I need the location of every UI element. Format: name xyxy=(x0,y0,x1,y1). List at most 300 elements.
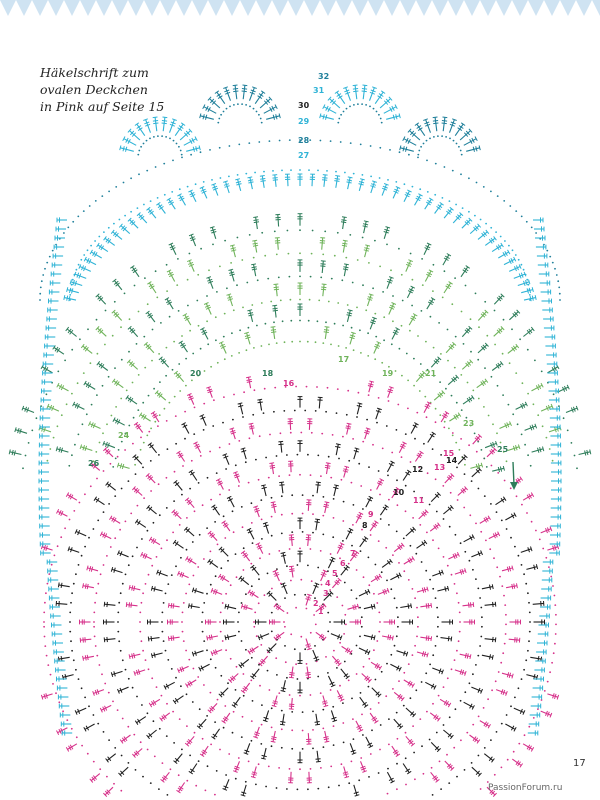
stitch-symbol xyxy=(541,527,552,533)
chain-dot xyxy=(300,636,302,638)
chain-dot xyxy=(342,325,344,327)
chain-dot xyxy=(527,393,529,395)
stitch-symbol xyxy=(113,418,125,426)
stitch-symbol xyxy=(146,473,155,483)
chain-dot xyxy=(290,633,292,635)
chain-dot xyxy=(118,602,120,604)
chain-dot xyxy=(429,664,431,666)
chain-dot xyxy=(529,294,531,296)
stitch-symbol xyxy=(164,682,175,689)
chain-dot xyxy=(164,408,166,410)
stitch-symbol xyxy=(547,361,557,366)
chain-dot xyxy=(130,211,132,213)
stitch-symbol xyxy=(545,343,555,348)
chain-dot xyxy=(161,548,163,550)
chain-dot xyxy=(447,360,449,362)
chain-dot xyxy=(184,438,186,440)
stitch-symbol xyxy=(437,586,448,592)
chain-dot xyxy=(138,150,140,152)
chain-dot xyxy=(79,338,81,340)
chain-dot xyxy=(378,772,380,774)
chain-dot xyxy=(167,583,169,585)
chain-dot xyxy=(399,151,401,153)
chain-dot xyxy=(191,460,193,462)
chain-dot xyxy=(253,108,255,110)
chain-dot xyxy=(294,594,296,596)
stitch-symbol xyxy=(313,583,319,594)
stitch-symbol xyxy=(306,639,312,650)
stitch-symbol xyxy=(376,408,382,419)
chain-dot xyxy=(463,343,465,345)
stitch-symbol xyxy=(57,509,68,516)
chain-dot xyxy=(241,640,243,642)
chain-dot xyxy=(370,534,372,536)
chain-dot xyxy=(169,138,171,140)
stitch-symbol xyxy=(551,505,561,510)
chain-dot xyxy=(127,480,129,482)
chain-dot xyxy=(368,557,370,559)
chain-dot xyxy=(167,794,169,796)
chain-dot xyxy=(297,678,299,680)
chain-dot xyxy=(576,467,578,469)
chain-dot xyxy=(449,138,451,140)
chain-dot xyxy=(448,782,450,784)
chain-dot xyxy=(483,458,485,460)
chain-dot xyxy=(386,425,388,427)
chain-dot xyxy=(232,732,234,734)
chain-dot xyxy=(518,743,520,745)
chain-dot xyxy=(496,731,498,733)
stitch-symbol xyxy=(523,493,534,501)
chain-dot xyxy=(260,644,262,646)
stitch-symbol xyxy=(289,698,294,709)
row-number-label: 9 xyxy=(368,510,374,519)
stitch-symbol xyxy=(172,510,182,519)
chain-dot xyxy=(291,748,293,750)
chain-dot xyxy=(302,494,304,496)
chain-dot xyxy=(223,111,225,113)
chain-dot xyxy=(343,633,345,635)
chain-dot xyxy=(356,598,358,600)
chain-dot xyxy=(334,255,336,257)
chain-dot xyxy=(176,143,178,145)
chain-dot xyxy=(88,537,90,539)
chain-dot xyxy=(187,279,189,281)
stitch-symbol xyxy=(117,463,129,469)
stitch-symbol xyxy=(547,370,557,375)
stitch-symbol xyxy=(359,648,370,655)
chain-dot xyxy=(506,528,508,530)
chain-dot xyxy=(330,140,332,142)
chain-dot xyxy=(317,455,319,457)
chain-dot xyxy=(526,279,528,281)
stitch-symbol xyxy=(289,566,295,577)
stitch-symbol xyxy=(239,659,249,668)
chain-dot xyxy=(122,659,124,661)
chain-dot xyxy=(284,341,286,343)
stitch-symbol xyxy=(307,419,312,430)
chain-dot xyxy=(103,564,105,566)
chain-dot xyxy=(214,721,216,723)
chain-dot xyxy=(202,504,204,506)
chain-dot xyxy=(52,683,54,685)
chain-dot xyxy=(526,221,528,223)
chain-dot xyxy=(423,773,425,775)
chain-dot xyxy=(429,138,431,140)
chain-dot xyxy=(69,294,71,296)
chain-dot xyxy=(83,372,85,374)
stitch-symbol xyxy=(222,521,230,531)
chain-dot xyxy=(157,425,159,427)
stitch-symbol xyxy=(415,194,423,206)
stitch-symbol xyxy=(57,383,69,391)
chain-dot xyxy=(245,593,247,595)
chain-dot xyxy=(516,495,518,497)
stitch-symbol xyxy=(538,631,548,636)
chain-dot xyxy=(156,686,158,688)
chain-dot xyxy=(481,626,483,628)
chain-dot xyxy=(304,594,306,596)
chain-dot xyxy=(57,425,59,427)
row-number-label: 13 xyxy=(434,463,446,472)
chain-dot xyxy=(369,106,371,108)
chain-dot xyxy=(47,664,49,666)
chain-dot xyxy=(264,594,266,596)
chain-dot xyxy=(157,135,159,137)
stitch-symbol xyxy=(151,411,159,422)
chain-dot xyxy=(76,269,78,271)
chain-dot xyxy=(99,768,101,770)
stitch-symbol xyxy=(482,654,493,659)
chain-dot xyxy=(96,592,98,594)
chain-dot xyxy=(248,142,250,144)
chain-dot xyxy=(402,300,404,302)
chain-dot xyxy=(281,495,283,497)
chain-dot xyxy=(125,574,127,576)
chain-dot xyxy=(199,708,201,710)
chain-dot xyxy=(145,659,147,661)
chain-dot xyxy=(291,531,293,533)
chain-dot xyxy=(211,179,213,181)
stitch-symbol xyxy=(119,224,130,234)
chain-dot xyxy=(267,573,269,575)
stitch-symbol xyxy=(241,785,247,796)
chain-dot xyxy=(134,285,136,287)
chain-dot xyxy=(101,195,103,197)
chain-dot xyxy=(490,191,492,193)
chain-dot xyxy=(237,174,239,176)
chain-dot xyxy=(291,494,293,496)
stitch-symbol xyxy=(40,415,50,420)
chain-dot xyxy=(372,444,374,446)
chain-dot xyxy=(143,336,145,338)
row-number-label: 16 xyxy=(283,379,295,388)
chain-dot xyxy=(174,396,176,398)
chain-dot xyxy=(212,244,214,246)
chain-dot xyxy=(253,626,255,628)
chain-dot xyxy=(351,698,353,700)
watermark: PassionForum.ru xyxy=(488,783,563,793)
chain-dot xyxy=(285,661,287,663)
chain-dot xyxy=(500,236,502,238)
chain-dot xyxy=(158,788,160,790)
chain-dot xyxy=(407,380,409,382)
chain-dot xyxy=(256,111,258,113)
stitch-symbol xyxy=(382,559,392,567)
chain-dot xyxy=(406,353,408,355)
chain-dot xyxy=(209,149,211,151)
chain-dot xyxy=(258,479,260,481)
stitch-symbol xyxy=(384,105,398,114)
stitch-symbol xyxy=(96,326,107,336)
stitch-symbol xyxy=(297,397,302,408)
chain-dot xyxy=(233,531,235,533)
chain-dot xyxy=(506,714,508,716)
stitch-symbol xyxy=(49,298,59,303)
chain-dot xyxy=(374,313,376,315)
chain-dot xyxy=(210,658,212,660)
chain-dot xyxy=(417,616,419,618)
stitch-symbol xyxy=(281,680,287,691)
chain-dot xyxy=(82,423,84,425)
stitch-symbol xyxy=(60,712,70,717)
chain-dot xyxy=(325,321,327,323)
chain-dot xyxy=(551,662,553,664)
chain-dot xyxy=(185,593,187,595)
chain-dot xyxy=(103,731,105,733)
stitch-symbol xyxy=(200,415,207,426)
chain-dot xyxy=(175,443,177,445)
chain-dot xyxy=(241,103,243,105)
chain-dot xyxy=(90,362,92,364)
chain-dot xyxy=(460,542,462,544)
chain-dot xyxy=(297,789,299,791)
stitch-symbol xyxy=(542,307,552,312)
stitch-symbol xyxy=(147,730,157,739)
chain-dot xyxy=(494,774,496,776)
chain-dot xyxy=(246,349,248,351)
stitch-symbol xyxy=(184,527,194,536)
chain-dot xyxy=(353,504,355,506)
stitch-symbol xyxy=(316,482,321,493)
chain-dot xyxy=(438,322,440,324)
stitch-symbol xyxy=(382,635,393,641)
stitch-symbol xyxy=(387,461,394,472)
chain-dot xyxy=(381,571,383,573)
chain-dot xyxy=(391,452,393,454)
stitch-symbol xyxy=(322,175,328,187)
chain-dot xyxy=(231,332,233,334)
chain-dot xyxy=(386,663,388,665)
chain-dot xyxy=(259,435,261,437)
chain-dot xyxy=(192,701,194,703)
chain-dot xyxy=(44,268,46,270)
chain-dot xyxy=(458,640,460,642)
stitch-symbol xyxy=(530,712,540,717)
chain-dot xyxy=(395,181,397,183)
chain-dot xyxy=(307,454,309,456)
chain-dot xyxy=(477,655,479,657)
chain-dot xyxy=(358,392,360,394)
chain-dot xyxy=(129,318,131,320)
chain-dot xyxy=(132,687,134,689)
chain-dot xyxy=(437,626,439,628)
chain-dot xyxy=(185,358,187,360)
chain-dot xyxy=(460,150,462,152)
chain-dot xyxy=(332,536,334,538)
chain-dot xyxy=(515,254,517,256)
chain-dot xyxy=(413,385,415,387)
chain-dot xyxy=(170,768,172,770)
chain-dot xyxy=(138,173,140,175)
stitch-symbol xyxy=(470,224,481,234)
stitch-symbol xyxy=(147,282,156,293)
chain-dot xyxy=(142,776,144,778)
chain-dot xyxy=(501,585,503,587)
stitch-symbol xyxy=(251,264,257,276)
chain-dot xyxy=(490,739,492,741)
stitch-symbol xyxy=(514,708,525,715)
chain-dot xyxy=(242,526,244,528)
chain-dot xyxy=(539,539,541,541)
chain-dot xyxy=(118,640,120,642)
stitch-symbol xyxy=(533,685,543,690)
chain-dot xyxy=(321,584,323,586)
chain-dot xyxy=(28,442,30,444)
stitch-symbol xyxy=(533,217,543,222)
chain-dot xyxy=(114,747,116,749)
chain-dot xyxy=(117,621,119,623)
chain-dot xyxy=(373,108,375,110)
chain-dot xyxy=(222,422,224,424)
chain-dot xyxy=(104,683,106,685)
chain-dot xyxy=(397,504,399,506)
stitch-symbol xyxy=(49,586,59,591)
chain-dot xyxy=(349,234,351,236)
chain-dot xyxy=(308,169,310,171)
chain-dot xyxy=(71,650,73,652)
chain-dot xyxy=(432,703,434,705)
stitch-symbol xyxy=(47,559,57,564)
stitch-symbol xyxy=(44,352,54,357)
stitch-symbol xyxy=(66,327,77,336)
chain-dot xyxy=(226,287,228,289)
chain-dot xyxy=(434,194,436,196)
chain-dot xyxy=(125,521,127,523)
chain-dot xyxy=(567,430,569,432)
chain-dot xyxy=(66,719,68,721)
stitch-symbol xyxy=(120,146,134,152)
chain-dot xyxy=(412,279,414,281)
stitch-symbol xyxy=(463,395,474,404)
chain-dot xyxy=(187,305,189,307)
stitch-symbol xyxy=(123,137,137,146)
chain-dot xyxy=(220,177,222,179)
stitch-symbol xyxy=(288,772,293,783)
chain-dot xyxy=(378,470,380,472)
chain-dot xyxy=(183,602,185,604)
chain-dot xyxy=(378,702,380,704)
stitch-symbol xyxy=(390,664,401,671)
chain-dot xyxy=(410,253,412,255)
stitch-symbol xyxy=(464,619,475,624)
chain-dot xyxy=(475,523,477,525)
chain-dot xyxy=(178,774,180,776)
chain-dot xyxy=(87,328,89,330)
stitch-symbol xyxy=(186,680,197,688)
chain-dot xyxy=(57,545,59,547)
chain-dot xyxy=(552,460,554,462)
stitch-symbol xyxy=(370,521,378,531)
chain-dot xyxy=(147,749,149,751)
stitch-symbol xyxy=(540,280,550,285)
chain-dot xyxy=(158,454,160,456)
chain-dot xyxy=(318,300,320,302)
chain-dot xyxy=(322,709,324,711)
stitch-symbol xyxy=(118,550,129,557)
stitch-symbol xyxy=(550,523,560,528)
chain-dot xyxy=(351,761,353,763)
chain-dot xyxy=(320,692,322,694)
chain-dot xyxy=(553,652,555,654)
chain-dot xyxy=(124,293,126,295)
chain-dot xyxy=(322,728,324,730)
chain-dot xyxy=(315,624,317,626)
stitch-symbol xyxy=(227,294,233,306)
chain-dot xyxy=(113,223,115,225)
stitch-symbol xyxy=(394,543,404,552)
chain-dot xyxy=(454,367,456,369)
stitch-symbol xyxy=(407,286,414,298)
chain-dot xyxy=(463,507,465,509)
chain-dot xyxy=(300,432,302,434)
stitch-symbol xyxy=(431,357,441,368)
chain-dot xyxy=(200,348,202,350)
stitch-symbol xyxy=(446,342,456,353)
arrow-icon xyxy=(510,462,518,490)
chain-dot xyxy=(509,362,511,364)
stitch-symbol xyxy=(253,506,259,517)
chain-dot xyxy=(395,370,397,372)
chain-dot xyxy=(346,108,348,110)
chain-dot xyxy=(348,680,350,682)
chain-dot xyxy=(509,205,511,207)
chain-dot xyxy=(111,415,113,417)
chain-dot xyxy=(455,204,457,206)
chain-dot xyxy=(289,139,291,141)
chain-dot xyxy=(181,749,183,751)
chain-dot xyxy=(403,705,405,707)
chain-dot xyxy=(63,232,65,234)
stitch-symbol xyxy=(434,391,445,401)
chain-dot xyxy=(130,177,132,179)
chain-dot xyxy=(390,654,392,656)
chain-dot xyxy=(314,645,316,647)
stitch-symbol xyxy=(53,640,63,645)
stitch-symbol xyxy=(392,746,400,757)
chain-dot xyxy=(265,786,267,788)
stitch-symbol xyxy=(250,669,259,679)
chain-dot xyxy=(141,602,143,604)
stitch-symbol xyxy=(144,342,154,353)
chain-dot xyxy=(398,680,400,682)
chain-dot xyxy=(467,382,469,384)
chain-dot xyxy=(333,517,335,519)
chain-dot xyxy=(429,579,431,581)
stitch-symbol xyxy=(460,653,471,659)
stitch-symbol xyxy=(83,583,94,589)
stitch-symbol xyxy=(128,326,138,337)
